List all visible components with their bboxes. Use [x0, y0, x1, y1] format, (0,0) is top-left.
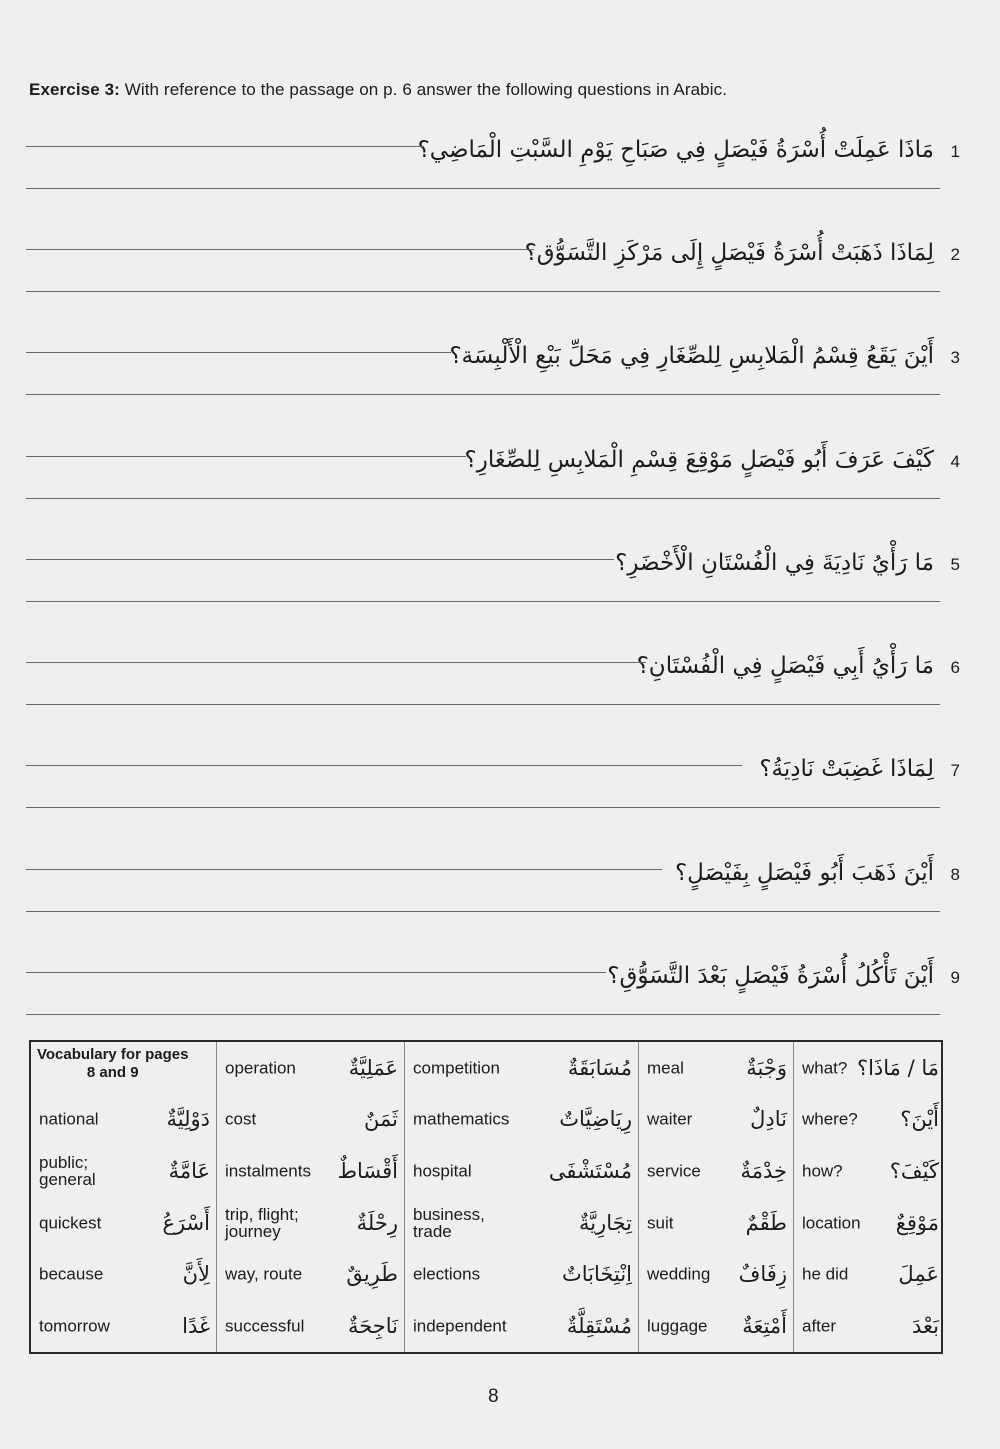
- vocab-cell: [31, 1249, 217, 1301]
- vocab-cell: [405, 1249, 639, 1301]
- vocab-cell: [794, 1197, 945, 1249]
- vocab-arabic: ثَمَنٌ: [364, 1107, 398, 1132]
- vocab-english: elections: [413, 1264, 481, 1284]
- question-item: [26, 535, 968, 635]
- vocab-cell: [794, 1145, 945, 1197]
- vocab-english: meal: [647, 1058, 684, 1078]
- question-number: 5: [950, 555, 960, 574]
- answer-line[interactable]: [26, 911, 940, 912]
- question-text: لِمَاذَا ذَهَبَتْ أُسْرَةُ فَيْصَلٍ إِلَى مَرْكَزِ التَّسَوُّق؟: [524, 240, 934, 266]
- answer-line[interactable]: [26, 146, 424, 147]
- vocab-cell: [405, 1145, 639, 1197]
- answer-line[interactable]: [26, 559, 614, 560]
- vocab-english: location: [802, 1213, 861, 1233]
- vocab-english: mathematics: [413, 1109, 510, 1129]
- vocab-arabic: أَقْسَاطٌ: [337, 1159, 398, 1184]
- question-text: أَيْنَ تَأْكُلُ أُسْرَةُ فَيْصَلٍ بَعْدَ التَّسَوُّقِ؟: [607, 963, 934, 989]
- vocab-cell: [217, 1094, 405, 1146]
- vocab-cell: [31, 1197, 217, 1249]
- vocab-arabic: عَامَّةٌ: [168, 1159, 210, 1184]
- question-item: [26, 225, 968, 325]
- exercise-instruction: [29, 80, 727, 100]
- vocab-english: where?: [802, 1109, 858, 1129]
- vocab-cell: [794, 1300, 945, 1352]
- vocab-english: luggage: [647, 1316, 708, 1336]
- vocab-arabic: طَرِيقٌ: [346, 1262, 398, 1287]
- vocab-cell: [405, 1197, 639, 1249]
- vocab-cell: [31, 1094, 217, 1146]
- vocab-english: quickest: [39, 1213, 102, 1233]
- vocabulary-table: [29, 1040, 943, 1354]
- question-item: [26, 948, 968, 1048]
- question-text: أَيْنَ يَقَعُ قِسْمُ الْمَلابِسِ لِلصِّغَارِ فِي مَحَلِّ بَيْعِ الْأَلْبِسَة؟: [449, 343, 934, 369]
- vocab-english: business, trade: [413, 1204, 485, 1241]
- answer-line[interactable]: [26, 1014, 940, 1015]
- question-text: لِمَاذَا غَضِبَتْ نَادِيَةُ؟: [759, 756, 934, 782]
- vocab-cell: [639, 1197, 794, 1249]
- page-number: 8: [488, 1386, 499, 1407]
- question-number: 3: [950, 348, 960, 367]
- vocab-cell: [405, 1094, 639, 1146]
- vocab-cell: [639, 1042, 794, 1094]
- vocab-arabic: رِحْلَةٌ: [356, 1210, 398, 1235]
- vocab-english: independent: [413, 1316, 507, 1336]
- vocab-cell: [639, 1300, 794, 1352]
- question-item: [26, 122, 968, 222]
- question-text: مَا رَأْيُ أَبِي فَيْصَلٍ فِي الْفُسْتَانِ؟: [636, 653, 934, 679]
- question-item: [26, 638, 968, 738]
- vocab-arabic: مُسَابَقَةٌ: [567, 1055, 632, 1080]
- vocab-arabic: رِيَاضِيَّاتٌ: [559, 1107, 632, 1132]
- answer-line[interactable]: [26, 869, 662, 870]
- vocab-english: waiter: [647, 1109, 693, 1129]
- vocab-cell: [405, 1300, 639, 1352]
- vocab-arabic: مَا / مَاذَا؟: [856, 1055, 939, 1080]
- vocab-arabic: اِنْتِخَابَاتٌ: [562, 1262, 632, 1287]
- vocab-arabic: تِجَارِيَّةٌ: [578, 1210, 632, 1235]
- answer-line[interactable]: [26, 291, 940, 292]
- vocab-english: way, route: [225, 1264, 303, 1284]
- answer-line[interactable]: [26, 972, 606, 973]
- vocab-arabic: مَوْقِعٌ: [895, 1210, 939, 1235]
- vocab-english: competition: [413, 1058, 500, 1078]
- question-number: 8: [950, 865, 960, 884]
- vocab-cell: [217, 1300, 405, 1352]
- question-text: كَيْفَ عَرَفَ أَبُو فَيْصَلٍ مَوْقِعَ قِسْمِ الْمَلابِسِ لِلصِّغَارِ؟: [464, 447, 934, 473]
- vocab-english: instalments: [225, 1161, 311, 1181]
- vocab-english: national: [39, 1109, 99, 1129]
- vocab-english: operation: [225, 1058, 296, 1078]
- vocab-arabic: نَادِلٌ: [750, 1107, 787, 1132]
- answer-line[interactable]: [26, 765, 742, 766]
- vocab-arabic: عَمَلِيَّةٌ: [348, 1055, 398, 1080]
- vocab-english: wedding: [647, 1264, 711, 1284]
- exercise-text: With reference to the passage on p. 6 answer the following questions in Arabic.: [119, 80, 728, 99]
- vocab-english: because: [39, 1264, 104, 1284]
- vocab-cell: [405, 1042, 639, 1094]
- vocab-cell: [217, 1197, 405, 1249]
- vocab-english: successful: [225, 1316, 305, 1336]
- vocab-cell: [794, 1094, 945, 1146]
- vocab-arabic: أَيْنَ؟: [900, 1107, 939, 1132]
- vocab-arabic: نَاجِحَةٌ: [347, 1314, 398, 1339]
- vocab-arabic: أَسْرَعُ: [162, 1210, 210, 1235]
- answer-line[interactable]: [26, 456, 466, 457]
- answer-line[interactable]: [26, 601, 940, 602]
- vocab-arabic: أَمْتِعَةٌ: [742, 1314, 787, 1339]
- vocab-arabic: غَدًا: [182, 1314, 210, 1339]
- vocab-cell: [794, 1042, 945, 1094]
- question-number: 7: [950, 761, 960, 780]
- vocab-arabic: زِفَافٌ: [738, 1262, 787, 1287]
- vocab-arabic: مُسْتَشْفَى: [548, 1159, 632, 1184]
- vocab-cell: [639, 1094, 794, 1146]
- vocab-english: service: [647, 1161, 701, 1181]
- vocab-english: hospital: [413, 1161, 472, 1181]
- vocab-cell: [217, 1145, 405, 1197]
- question-number: 9: [950, 968, 960, 987]
- vocab-arabic: طَقْمٌ: [745, 1210, 787, 1235]
- question-item: [26, 328, 968, 428]
- answer-line[interactable]: [26, 807, 940, 808]
- question-item: [26, 741, 968, 841]
- vocab-arabic: دَوْلِيَّةٌ: [166, 1107, 210, 1132]
- vocab-english: public; general: [39, 1153, 96, 1190]
- vocab-cell: [639, 1145, 794, 1197]
- answer-line[interactable]: [26, 188, 940, 189]
- vocab-cell: [31, 1145, 217, 1197]
- question-text: أَيْنَ ذَهَبَ أَبُو فَيْصَلٍ بِفَيْصَلٍ؟: [674, 860, 934, 886]
- question-number: 2: [950, 245, 960, 264]
- answer-line[interactable]: [26, 249, 534, 250]
- vocab-cell: [217, 1042, 405, 1094]
- vocab-arabic: بَعْدَ: [912, 1314, 939, 1339]
- vocab-cell: [794, 1249, 945, 1301]
- vocab-cell: [31, 1042, 217, 1094]
- answer-line[interactable]: [26, 662, 646, 663]
- vocab-arabic: مُسْتَقِلَّةٌ: [566, 1314, 632, 1339]
- question-text: مَاذَا عَمِلَتْ أُسْرَةُ فَيْصَلٍ فِي صَبَاحِ يَوْمِ السَّبْتِ الْمَاضِي؟: [417, 137, 934, 163]
- vocab-arabic: وَجْبَةٌ: [746, 1055, 787, 1080]
- vocab-english: suit: [647, 1213, 674, 1233]
- vocab-english: cost: [225, 1109, 257, 1129]
- vocab-arabic: خِدْمَةٌ: [740, 1159, 787, 1184]
- question-number: 1: [950, 142, 960, 161]
- vocab-english: he did: [802, 1264, 849, 1284]
- vocab-cell: [31, 1300, 217, 1352]
- vocab-cell: [217, 1249, 405, 1301]
- vocabulary-title: Vocabulary for pages 8 and 9: [37, 1046, 189, 1081]
- question-number: 4: [950, 452, 960, 471]
- vocab-english: how?: [802, 1161, 843, 1181]
- vocab-english: trip, flight; journey: [225, 1204, 299, 1241]
- answer-line[interactable]: [26, 352, 451, 353]
- vocab-arabic: عَمِلَ: [898, 1262, 939, 1287]
- vocab-arabic: لِأَنَّ: [182, 1262, 210, 1287]
- vocab-arabic: كَيْفَ؟: [889, 1159, 939, 1184]
- vocab-cell: [639, 1249, 794, 1301]
- answer-line[interactable]: [26, 498, 940, 499]
- vocab-english: tomorrow: [39, 1316, 110, 1336]
- question-number: 6: [950, 658, 960, 677]
- vocab-english: what?: [802, 1058, 848, 1078]
- question-text: مَا رَأْيُ نَادِيَةَ فِي الْفُسْتَانِ الْأَخْضَرِ؟: [615, 550, 934, 576]
- answer-line[interactable]: [26, 394, 940, 395]
- vocab-english: after: [802, 1316, 837, 1336]
- exercise-label: Exercise 3:: [29, 80, 120, 99]
- question-item: [26, 432, 968, 532]
- answer-line[interactable]: [26, 704, 940, 705]
- question-item: [26, 845, 968, 945]
